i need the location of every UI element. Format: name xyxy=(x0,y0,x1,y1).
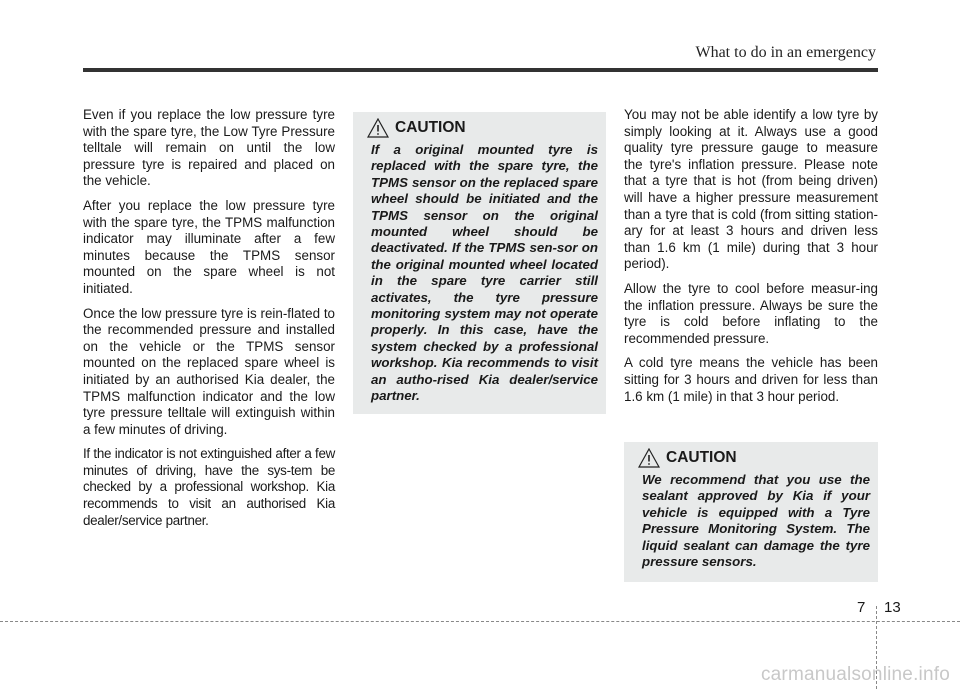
page-number: 13 xyxy=(884,599,901,616)
right-paragraph-3: A cold tyre means the vehicle has been sitting for 3 hours and driven for less than 1.6 km (1 mile) in that 3 hour period. xyxy=(624,355,878,404)
left-paragraph-2: After you replace the low pressure tyre with the spare tyre, the TPMS malfunction indicator may illuminate after a few minutes because the TPMS sensor mounted on the spare wheel is not initiated. xyxy=(83,197,335,296)
right-paragraph-1: You may not be able identify a low tyre by simply looking at it. Always use a good quality tyre pressure gauge to measure the tyre's inflation pressure. Please note that a tyre that is hot (from being driven) will have a higher pressure measurement than a tyre that is cold (from sitting station-ary for at least 3 hours and driven less than 1.6 km (1 mile) during that 3 hour period). xyxy=(624,107,878,272)
caution-box-middle xyxy=(353,112,606,414)
right-column xyxy=(624,107,878,413)
caution-title: CAUTION xyxy=(395,119,466,136)
warning-triangle-icon xyxy=(367,118,389,138)
caution-header xyxy=(367,118,598,138)
caution-header xyxy=(638,448,870,468)
caution-box-right xyxy=(624,442,878,582)
header-rule xyxy=(83,68,878,72)
left-column xyxy=(83,107,335,537)
watermark: carmanualsonline.info xyxy=(760,664,950,685)
right-paragraph-2: Allow the tyre to cool before measur-ing the inflation pressure. Always be sure the tyre is cold before inflating to the recommended pressure. xyxy=(624,280,878,346)
left-paragraph-1: Even if you replace the low pressure tyre with the spare tyre, the Low Tyre Pressure telltale will remain on until the low pressure tyre is repaired and placed on the vehicle. xyxy=(83,107,335,189)
header-title: What to do in an emergency xyxy=(695,44,876,61)
caution-title: CAUTION xyxy=(666,449,737,466)
warning-triangle-icon xyxy=(638,448,660,468)
footer-rule xyxy=(0,621,960,622)
left-paragraph-4: If the indicator is not extinguished after a few minutes of driving, have the sys-tem be checked by a professional workshop. Kia recommends to visit an authorised Kia dealer/service partner. xyxy=(83,446,335,528)
caution-text: We recommend that you use the sealant approved by Kia if your vehicle is equipped with a Tyre Pressure Monitoring System. The liquid sealant can damage the tyre pressure sensors. xyxy=(642,472,870,570)
caution-text: If a original mounted tyre is replaced with the spare tyre, the TPMS sensor on the replaced spare wheel should be initiated and the TPMS sensor on the original mounted wheel should be deactivated. If the TPMS sen-sor on the original mounted wheel located in the spare tyre carrier still activates, the tyre pressure monitoring system may not operate properly. In this case, have the system checked by a professional workshop. Kia recommends to visit an autho-rised Kia dealer/service partner. xyxy=(371,142,598,404)
chapter-number: 7 xyxy=(857,599,866,616)
left-paragraph-3: Once the low pressure tyre is rein-flated to the recommended pressure and installed on the vehicle or the TPMS sensor mounted on the replaced spare wheel is initiated by an authorised Kia dealer, the TPMS malfunction indicator and the low tyre pressure telltale will extinguish within a few minutes of driving. xyxy=(83,305,335,437)
